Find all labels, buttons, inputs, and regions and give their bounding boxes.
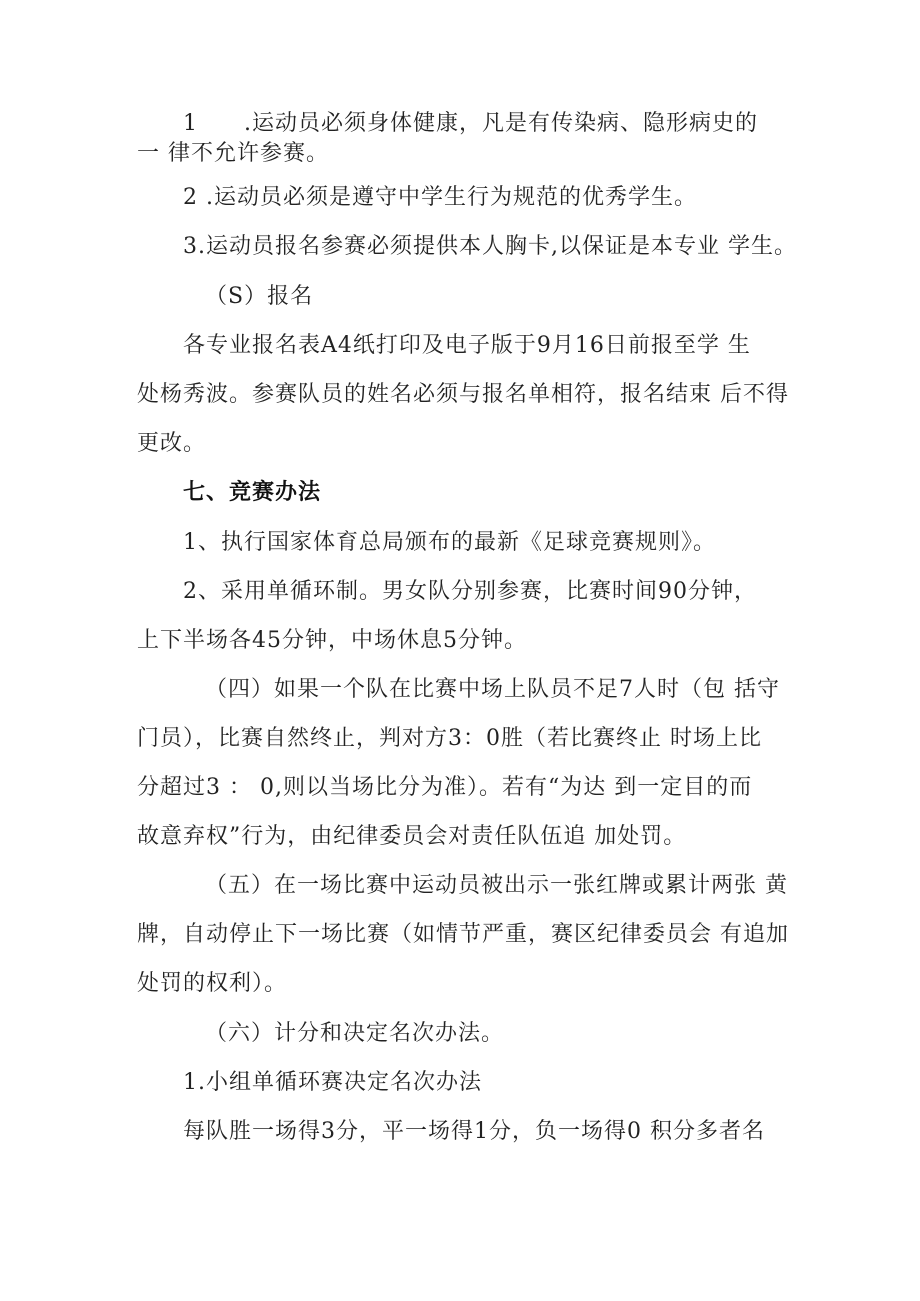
section-heading-competition-rules: 七、竞赛办法	[183, 480, 322, 505]
paragraph-line-17: （五）在一场比赛中运动员被出示一张红牌或累计两张 黄	[205, 873, 788, 898]
paragraph-line-3: 2 .运动员必须是遵守中学生行为规范的优秀学生。	[183, 185, 697, 210]
section-heading-registration: （S）报名	[205, 284, 314, 309]
paragraph-line-19: 处罚的权利）。	[137, 971, 288, 996]
paragraph-line-21: 1.小组单循环赛决定名次办法	[183, 1070, 482, 1095]
paragraph-line-10: 1、执行国家体育总局颁布的最新《足球竞赛规则》。	[183, 530, 716, 555]
paragraph-line-12: 上下半场各45分钟，中场休息5分钟。	[137, 628, 527, 653]
paragraph-line-7: 处杨秀波。参赛队员的姓名必须与报名单相符，报名结束 后不得	[137, 382, 789, 407]
paragraph-line-15: 分超过3 ： 0,则以当场比分为准）。若有“为达 到一定目的而	[137, 775, 753, 800]
paragraph-line-16: 故意弃权”行为，由纪律委员会对责任队伍追 加处罚。	[137, 824, 687, 849]
paragraph-line-11: 2、采用单循环制。男女队分别参赛，比赛时间90分钟，	[183, 579, 757, 604]
paragraph-line-8: 更改。	[137, 431, 207, 456]
paragraph-line-2: 一 律不允许参赛。	[137, 141, 329, 166]
paragraph-line-18: 牌，自动停止下一场比赛（如情节严重，赛区纪律委员会 有追加	[137, 922, 789, 947]
paragraph-line-13: （四）如果一个队在比赛中场上队员不足7人时（包 括守	[205, 677, 780, 702]
section-heading-scoring: （六）计分和决定名次办法。	[205, 1021, 505, 1046]
paragraph-line-14: 门员），比赛自然终止，判对方3：0胜（若比赛终止 时场上比	[137, 726, 762, 751]
paragraph-line-6: 各专业报名表A4纸打印及电子版于9月16日前报至学 生	[183, 333, 751, 358]
paragraph-line-4: 3.运动员报名参赛必须提供本人胸卡,以保证是本专业 学生。	[183, 234, 797, 259]
paragraph-line-1: 1 .运动员必须身体健康，凡是有传染病、隐形病史的	[183, 111, 758, 136]
paragraph-line-22: 每队胜一场得3分，平一场得1分，负一场得0 积分多者名	[183, 1119, 765, 1144]
